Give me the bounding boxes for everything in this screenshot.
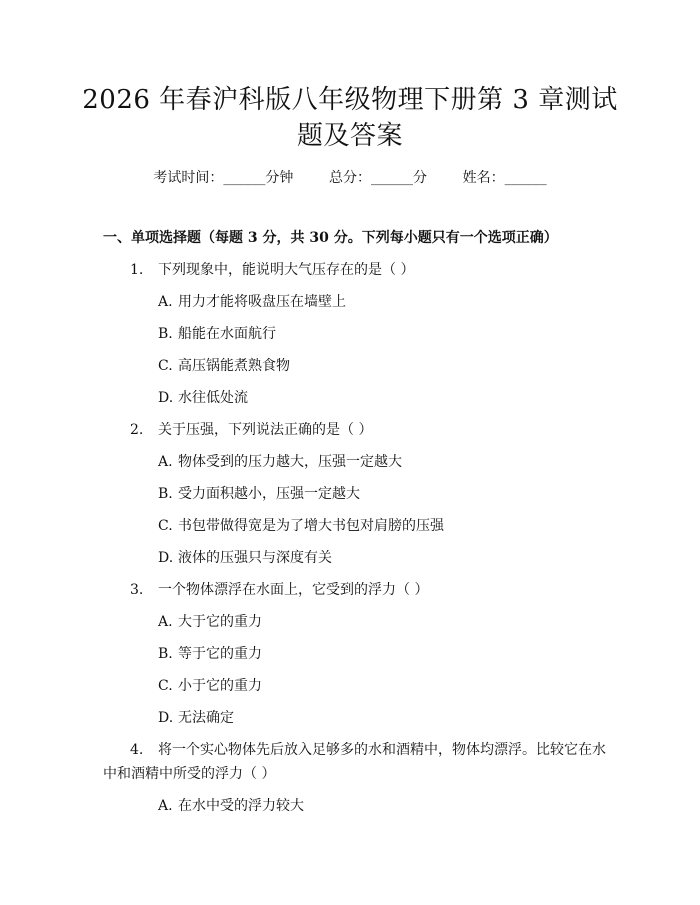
option-text: 物体受到的压力越大，压强一定越大 bbox=[178, 454, 402, 470]
option-key: C. bbox=[158, 358, 173, 374]
question-number: 2. bbox=[130, 422, 144, 438]
exam-time-unit: 分钟 bbox=[265, 170, 294, 186]
question-3-option-b bbox=[158, 644, 262, 664]
total-score-unit: 分 bbox=[413, 170, 427, 186]
option-key: C. bbox=[158, 518, 173, 534]
question-4 bbox=[130, 740, 606, 760]
exam-time-blank: ______ bbox=[223, 170, 266, 186]
question-3 bbox=[130, 580, 428, 600]
total-score-blank: ______ bbox=[371, 170, 413, 186]
option-text: 大于它的重力 bbox=[178, 614, 262, 630]
question-number: 1. bbox=[130, 262, 144, 278]
option-key: A. bbox=[158, 614, 173, 630]
option-text: 无法确定 bbox=[178, 710, 234, 726]
option-text: 水往低处流 bbox=[178, 390, 248, 406]
question-text-line-2: 中和酒精中所受的浮力（ ） bbox=[103, 766, 276, 782]
option-key: A. bbox=[158, 454, 173, 470]
option-text: 受力面积越小，压强一定越大 bbox=[178, 486, 360, 502]
option-text: 等于它的重力 bbox=[178, 646, 262, 662]
question-2 bbox=[130, 420, 372, 440]
question-number: 3. bbox=[130, 582, 144, 598]
option-key: B. bbox=[158, 646, 173, 662]
option-text: 用力才能将吸盘压在墙壁上 bbox=[178, 294, 346, 310]
option-text: 船能在水面航行 bbox=[178, 326, 276, 342]
question-2-option-d bbox=[158, 548, 332, 568]
question-3-option-d bbox=[158, 708, 234, 728]
question-text-line-1: 将一个实心物体先后放入足够多的水和酒精中，物体均漂浮。比较它在水 bbox=[158, 742, 606, 758]
question-1-option-d bbox=[158, 388, 248, 408]
name-blank: ______ bbox=[504, 170, 547, 186]
total-score-label: 总分： bbox=[329, 170, 371, 186]
question-3-option-a bbox=[158, 612, 262, 632]
question-1-option-a bbox=[158, 292, 346, 312]
option-key: A. bbox=[158, 798, 173, 814]
question-1 bbox=[130, 260, 414, 280]
option-text: 高压锅能煮熟食物 bbox=[178, 358, 290, 374]
option-key: A. bbox=[158, 294, 173, 310]
option-key: D. bbox=[158, 550, 174, 566]
question-1-option-c bbox=[158, 356, 290, 376]
question-2-option-c bbox=[158, 516, 444, 536]
option-key: C. bbox=[158, 678, 173, 694]
question-text: 关于压强，下列说法正确的是（ ） bbox=[158, 422, 373, 438]
question-4-continued bbox=[103, 764, 275, 784]
question-text: 下列现象中，能说明大气压存在的是（ ） bbox=[158, 262, 415, 278]
option-text: 液体的压强只与深度有关 bbox=[178, 550, 332, 566]
exam-time-label: 考试时间： bbox=[153, 170, 224, 186]
name-label: 姓名： bbox=[462, 170, 505, 186]
option-text: 在水中受的浮力较大 bbox=[178, 798, 304, 814]
question-3-option-c bbox=[158, 676, 262, 696]
question-2-option-b bbox=[158, 484, 360, 504]
option-text: 书包带做得宽是为了增大书包对肩膀的压强 bbox=[178, 518, 444, 534]
question-number: 4. bbox=[130, 742, 144, 758]
question-text: 一个物体漂浮在水面上，它受到的浮力（ ） bbox=[158, 582, 429, 598]
option-key: B. bbox=[158, 486, 173, 502]
question-1-option-b bbox=[158, 324, 276, 344]
question-2-option-a bbox=[158, 452, 402, 472]
exam-info-line bbox=[0, 168, 700, 188]
document-title-line-2: 题及答案 bbox=[296, 121, 403, 151]
document-title-line-1: 2026 年春沪科版八年级物理下册第 3 章测试 bbox=[82, 85, 618, 115]
question-4-option-a bbox=[158, 796, 304, 816]
option-key: B. bbox=[158, 326, 173, 342]
option-text: 小于它的重力 bbox=[178, 678, 262, 694]
option-key: D. bbox=[158, 390, 174, 406]
section-heading-single-choice: 一、单项选择题（每题 3 分，共 30 分。下列每小题只有一个选项正确） bbox=[103, 230, 558, 246]
option-key: D. bbox=[158, 710, 174, 726]
